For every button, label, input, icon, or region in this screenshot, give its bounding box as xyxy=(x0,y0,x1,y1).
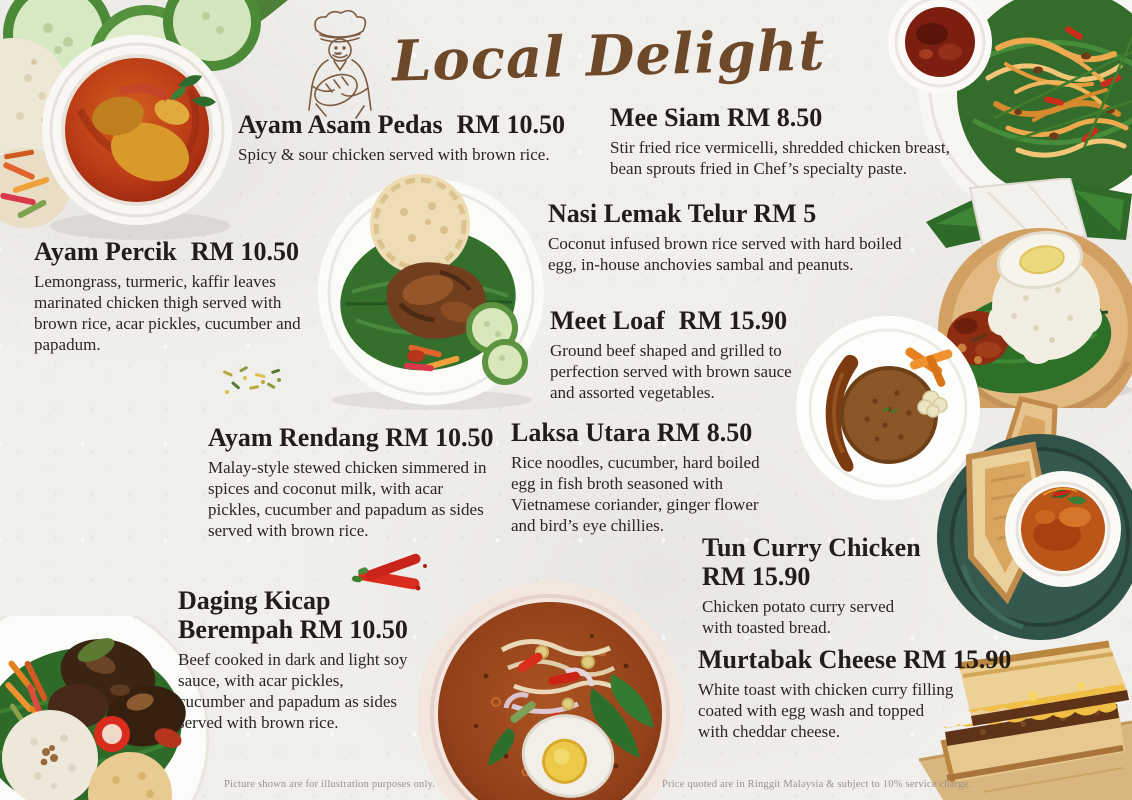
item-price: RM 8.50 xyxy=(656,418,753,447)
item-description: Spicy & sour chicken served with brown rice. xyxy=(238,145,550,165)
footnote-pricing: Price quoted are in Ringgit Malaysia & subject to 10% service charge. xyxy=(662,779,972,790)
item-name: Daging Kicap Berempah xyxy=(178,586,331,645)
herb-sprinkle-decoration xyxy=(215,362,295,400)
item-description: Ground beef shaped and grilled to perfection served with brown sauce and assorted vegetables. xyxy=(550,341,792,403)
item-description: Chicken potato curry served with toasted bread. xyxy=(702,597,895,638)
menu-item-ayam-asam-pedas xyxy=(238,110,638,165)
item-price: RM 10.50 xyxy=(456,110,565,139)
chef-illustration xyxy=(286,8,390,122)
item-description: Rice noodles, cucumber, hard boiled egg in fish broth seasoned with Vietnamese coriander, ginger flower and bird’s eye chillies. xyxy=(511,453,760,536)
menu-item-laksa-utara xyxy=(511,418,811,536)
menu-item-ayam-percik xyxy=(34,237,334,355)
menu-item-tun-curry-chicken xyxy=(702,533,922,638)
item-description: Beef cooked in dark and light soy sauce, with acar pickles, cucumber and papadum as sides served with brown rice. xyxy=(178,650,408,733)
item-name: Tun Curry Chicken xyxy=(702,533,921,562)
item-price: RM 15.90 xyxy=(678,306,788,335)
item-description: White toast with chicken curry filling coated with egg wash and topped with cheddar cheese. xyxy=(698,680,954,742)
menu-item-mee-siam xyxy=(610,103,990,179)
menu-item-daging-kicap-berempah xyxy=(178,586,430,734)
chili-ring-icon xyxy=(98,720,126,748)
item-price: RM 15.90 xyxy=(702,562,811,592)
item-description: Lemongrass, turmeric, kaffir leaves marinated chicken thigh served with brown rice, acar pickles, cucumber and papadum. xyxy=(34,272,301,355)
curry-bowl-icon xyxy=(1005,471,1121,587)
tun-curry-chicken-photo xyxy=(933,395,1132,643)
footnote-illustration: Picture shown are for illustration purposes only. xyxy=(224,779,436,790)
item-name: Ayam Rendang xyxy=(208,423,379,452)
item-description: Malay-style stewed chicken simmered in spices and coconut milk, with acar pickles, cucumber and papadum as sides served with brown rice. xyxy=(208,458,487,541)
papadum-icon xyxy=(370,174,470,274)
menu-item-murtabak-cheese xyxy=(698,645,1018,742)
item-description: Coconut infused brown rice served with hard boiled egg, in-house anchovies sambal and peanuts. xyxy=(548,234,902,275)
item-price: RM 10.50 xyxy=(190,237,300,266)
item-price: RM 10.50 xyxy=(299,615,408,645)
item-description: Stir fried rice vermicelli, shredded chicken breast, bean sprouts fried in Chef’s specialty paste. xyxy=(610,138,950,179)
item-name: Ayam Percik xyxy=(34,237,177,266)
laksa-utara-photo xyxy=(416,576,684,800)
item-price: RM 5 xyxy=(753,199,817,228)
item-name: Meet Loaf xyxy=(550,306,665,335)
menu-item-meet-loaf xyxy=(550,306,830,403)
item-price: RM 15.90 xyxy=(903,645,1012,674)
menu-title: Local Delight xyxy=(391,17,827,95)
item-name: Mee Siam xyxy=(610,103,721,132)
item-price: RM 8.50 xyxy=(726,103,823,132)
menu-item-nasi-lemak-telur xyxy=(548,199,948,275)
item-name: Ayam Asam Pedas xyxy=(238,110,443,139)
item-name: Nasi Lemak Telur xyxy=(548,199,747,228)
ayam-percik-photo xyxy=(312,172,550,412)
item-name: Laksa Utara xyxy=(511,418,651,447)
item-name: Murtabak Cheese xyxy=(698,645,897,674)
meat-patty-icon xyxy=(842,368,936,462)
menu-item-ayam-rendang xyxy=(208,423,518,541)
curry-bowl-icon xyxy=(42,35,232,240)
item-price: RM 10.50 xyxy=(385,423,494,452)
